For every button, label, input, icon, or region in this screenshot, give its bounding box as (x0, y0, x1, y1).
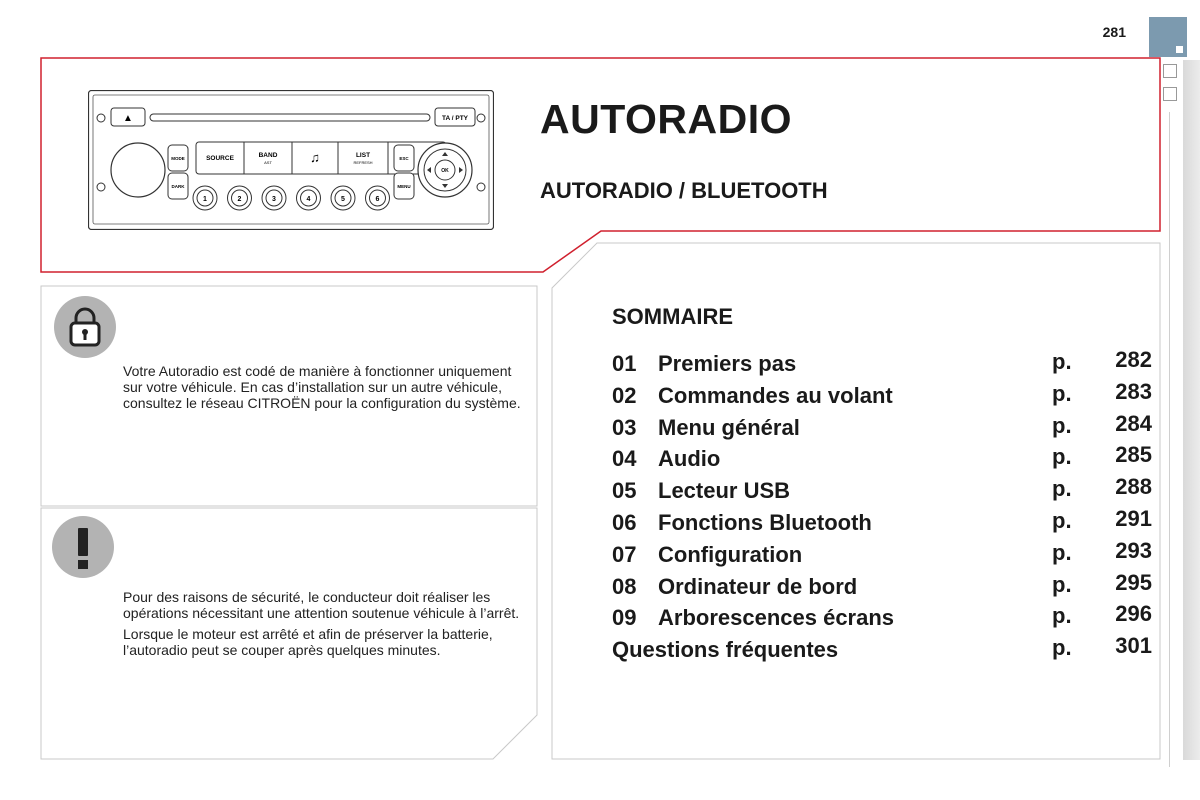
toc-item-title: Configuration (658, 541, 803, 567)
toc-item-number: 09 (612, 605, 637, 631)
toc-item-title: Menu général (658, 414, 800, 440)
svg-text:3: 3 (272, 196, 276, 203)
toc-item-page: 291 (1115, 506, 1152, 531)
toc-item[interactable] (612, 410, 1152, 445)
toc-item-page: 284 (1115, 410, 1152, 436)
toc-item-page: 301 (1115, 633, 1152, 659)
toc-item-title: Questions fréquentes (612, 637, 839, 663)
svg-text:4: 4 (306, 196, 311, 203)
svg-text:MENU: MENU (397, 184, 411, 189)
toc-item-number: 04 (612, 446, 637, 472)
toc-item-title: Audio (658, 446, 721, 472)
toc-item-title: Premiers pas (658, 351, 797, 376)
toc-item[interactable] (612, 506, 1152, 540)
toc-item-title: Ordinateur de bord (658, 573, 858, 599)
toc-page-prefix: p. (1052, 412, 1072, 438)
list-button[interactable]: LIST (355, 152, 371, 159)
svg-text:1: 1 (203, 196, 207, 203)
toc-page-prefix: p. (1052, 539, 1072, 565)
toc-item-page: 293 (1115, 537, 1152, 563)
toc-page-prefix: p. (1052, 508, 1072, 533)
toc-item-title: Fonctions Bluetooth (658, 510, 872, 535)
toc-item-number: 05 (612, 478, 637, 504)
toc-item[interactable] (612, 633, 1152, 667)
music-note-icon[interactable]: ♫ (310, 150, 320, 165)
svg-text:TA / PTY: TA / PTY (442, 115, 468, 122)
toc-heading: SOMMAIRE (612, 304, 733, 329)
toc-item-number: 07 (612, 541, 637, 567)
toc-item-title: Commandes au volant (658, 382, 893, 408)
toc-item[interactable] (612, 378, 1152, 413)
toc-item-page: 295 (1115, 569, 1152, 595)
padlock-icon (54, 296, 116, 358)
svg-text:5: 5 (341, 196, 345, 203)
toc-item-title: Lecteur USB (658, 478, 791, 504)
toc-item[interactable] (612, 569, 1152, 604)
toc-item-page: 288 (1115, 474, 1152, 500)
toc-item[interactable] (612, 442, 1152, 476)
band-button[interactable]: BAND (258, 152, 278, 159)
toc-page-prefix: p. (1052, 476, 1072, 502)
cd-slot (150, 114, 430, 121)
toc-page-prefix: p. (1052, 380, 1072, 406)
toc-item-page: 296 (1115, 601, 1152, 627)
security-code-note: Votre Autoradio est codé de manière à fonctionner uniquement sur votre véhicule. En cas d’installation sur un autre véhicule, consultez le réseau CITROËN pour la configuration du système. (123, 363, 521, 411)
page-subtitle: AUTORADIO / BLUETOOTH (540, 178, 828, 203)
svg-text:DARK: DARK (171, 184, 185, 189)
page-title: AUTORADIO (540, 96, 793, 142)
svg-text:6: 6 (375, 196, 380, 203)
toc-page-prefix: p. (1052, 444, 1072, 470)
toc-item-number: 02 (612, 382, 637, 408)
toc-item-page: 285 (1115, 442, 1152, 468)
svg-text:MODE: MODE (171, 156, 185, 161)
toc-page-prefix: p. (1052, 603, 1072, 629)
radio-illustration (88, 90, 494, 230)
svg-text:OK: OK (441, 168, 449, 174)
svg-text:ESC: ESC (399, 156, 409, 161)
source-button[interactable]: SOURCE (206, 155, 234, 162)
toc-page-prefix: p. (1052, 349, 1072, 374)
toc-item-number: 06 (612, 510, 637, 535)
toc-item-number: 03 (612, 414, 637, 440)
safety-note: Pour des raisons de sécurité, le conducteur doit réaliser les opérations nécessitant une attention soutenue véhicule à l’arrêt. Lorsque le moteur est arrêté et afin de préserver la batterie, l’autoradio peut se couper après quelques minutes. (123, 589, 520, 658)
toc-item-number: 01 (612, 351, 637, 376)
toc-item[interactable] (612, 347, 1152, 381)
toc-item[interactable] (612, 537, 1152, 572)
page-number: 281 (1102, 24, 1126, 40)
toc-item-number: 08 (612, 573, 637, 599)
exclamation-icon (52, 516, 114, 578)
eject-icon: ▲ (123, 113, 133, 124)
toc-item-page: 282 (1115, 347, 1152, 372)
toc-item-title: Arborescences écrans (658, 605, 895, 631)
volume-knob[interactable] (111, 143, 165, 197)
svg-text:REFRESH: REFRESH (353, 160, 373, 165)
toc-page-prefix: p. (1052, 571, 1072, 597)
toc-item[interactable] (612, 474, 1152, 508)
toc-page-prefix: p. (1052, 635, 1072, 661)
svg-text:2: 2 (237, 196, 242, 203)
toc-item[interactable] (612, 601, 1152, 635)
toc-item-page: 283 (1115, 378, 1152, 404)
svg-text:AST: AST (264, 160, 272, 165)
